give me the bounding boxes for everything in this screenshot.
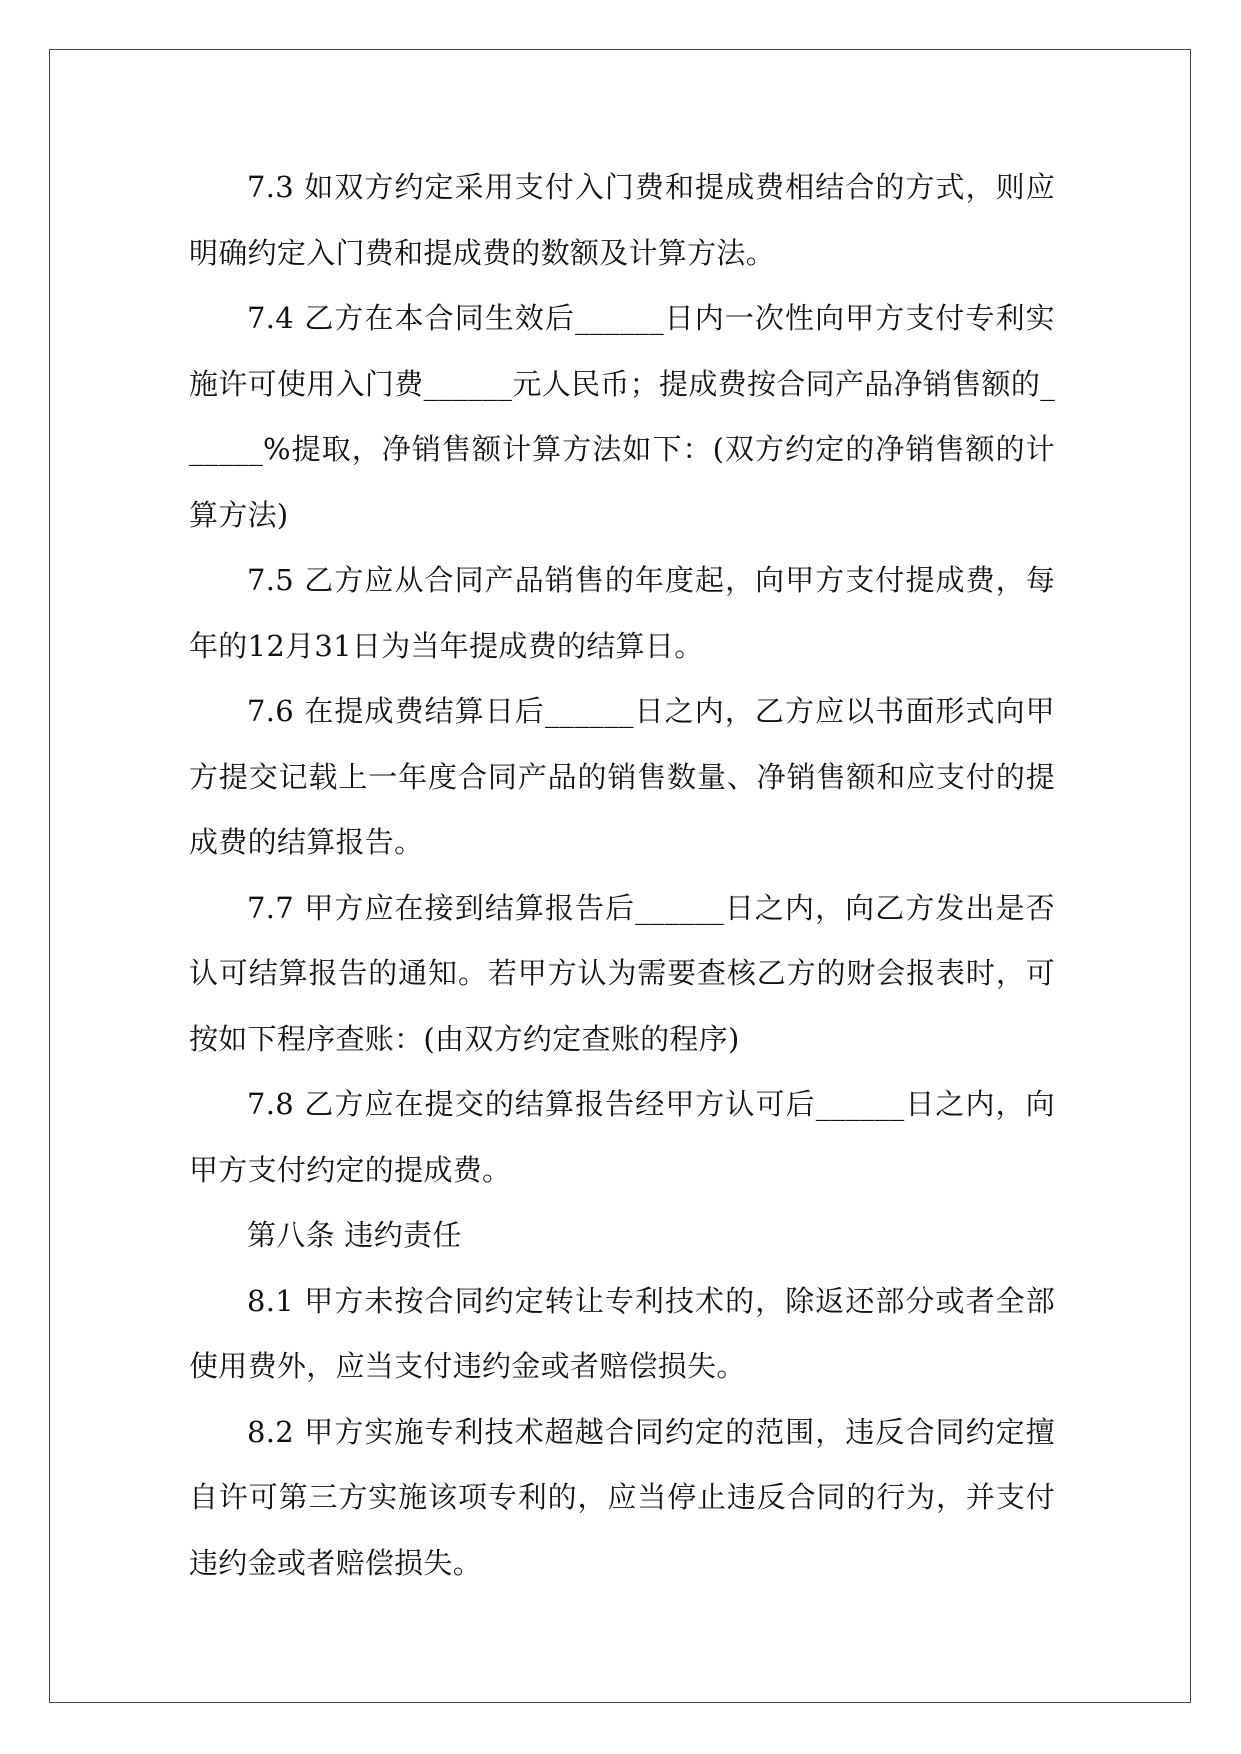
clause-7-4: 7.4 乙方在本合同生效后______日内一次性向甲方支付专利实施许可使用入门费______元人民币；提成费按合同产品净销售额的______%提取，净销售额计算方法如下：(双方约定的净销售额的计算方法) <box>189 301 1055 532</box>
clause-7-7: 7.7 甲方应在接到结算报告后______日之内，向乙方发出是否认可结算报告的通知。若甲方认为需要查核乙方的财会报表时，可按如下程序查账：(由双方约定查账的程序) <box>189 890 1055 1056</box>
clause-7-6: 7.6 在提成费结算日后______日之内，乙方应以书面形式向甲方提交记载上一年度合同产品的销售数量、净销售额和应支付的提成费的结算报告。 <box>189 694 1055 859</box>
clause-7-3: 7.3 如双方约定采用支付入门费和提成费相结合的方式，则应明确约定入门费和提成费的数额及计算方法。 <box>189 170 1055 270</box>
clause-7-5: 7.5 乙方应从合同产品销售的年度起，向甲方支付提成费，每年的12月31日为当年提成费的结算日。 <box>189 563 1055 663</box>
clause-8-2: 8.2 甲方实施专利技术超越合同约定的范围，违反合同约定擅自许可第三方实施该项专利的，应当停止违反合同的行为，并支付违约金或者赔偿损失。 <box>189 1414 1055 1580</box>
clause-7-8: 7.8 乙方应在提交的结算报告经甲方认可后______日之内，向甲方支付约定的提成费。 <box>189 1087 1055 1187</box>
article-8-heading: 第八条 违约责任 <box>247 1218 462 1252</box>
clause-8-1: 8.1 甲方未按合同约定转让专利技术的，除返还部分或者全部使用费外，应当支付违约金或者赔偿损失。 <box>189 1283 1055 1383</box>
document-body <box>189 155 1055 1596</box>
